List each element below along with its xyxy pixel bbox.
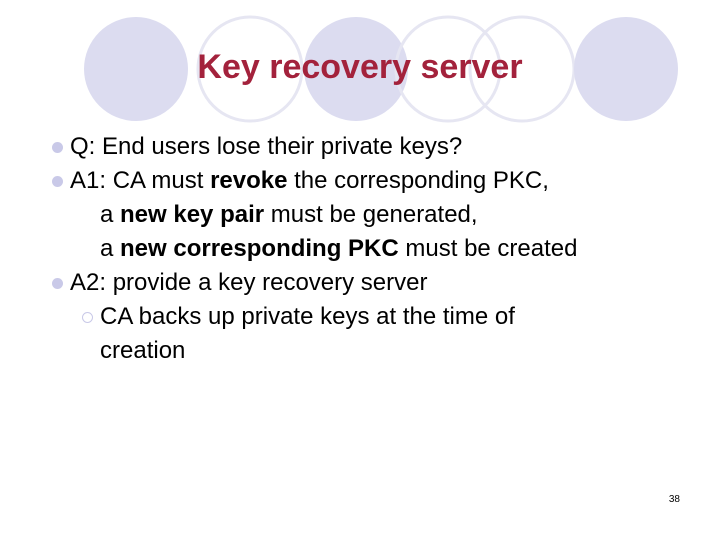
cont1-text-1: a [100,201,121,228]
slide-body [52,130,692,368]
sub-bullet-ca [52,300,692,334]
bullet-a1-text-2: the corresponding PKC, [287,167,549,194]
slide-title: Key recovery server [197,48,523,86]
bullet-a1-bold-revoke: revoke [210,167,288,194]
bullet-q-text: Q: End users lose their private keys? [70,133,463,160]
cont1-text-2: must be generated, [264,201,478,228]
bullet-dot-icon [52,176,63,187]
sub-bullet-line-1: CA backs up private keys at the time of [100,303,515,330]
cont2-text-2: must be created [398,235,578,262]
bullet-a2 [52,266,692,300]
bullet-a2-text: A2: provide a key recovery server [70,269,428,296]
sub-bullet-ca-continuation [52,334,692,368]
cont2-bold: new corresponding PKC [120,235,399,262]
bullet-q [52,130,692,164]
sub-bullet-line-2: creation [100,337,186,364]
sub-bullet-circle-icon [82,312,93,323]
bullet-a1 [52,164,692,198]
bullet-a1-text-1: A1: CA must [70,167,211,194]
bullet-dot-icon [52,142,63,153]
bullet-a1-continuation-1 [52,198,692,232]
bullet-a1-continuation-2 [52,232,692,266]
page-number: 38 [668,494,680,505]
cont2-text-1: a [100,235,121,262]
cont1-bold: new key pair [120,201,265,228]
bullet-dot-icon [52,278,63,289]
